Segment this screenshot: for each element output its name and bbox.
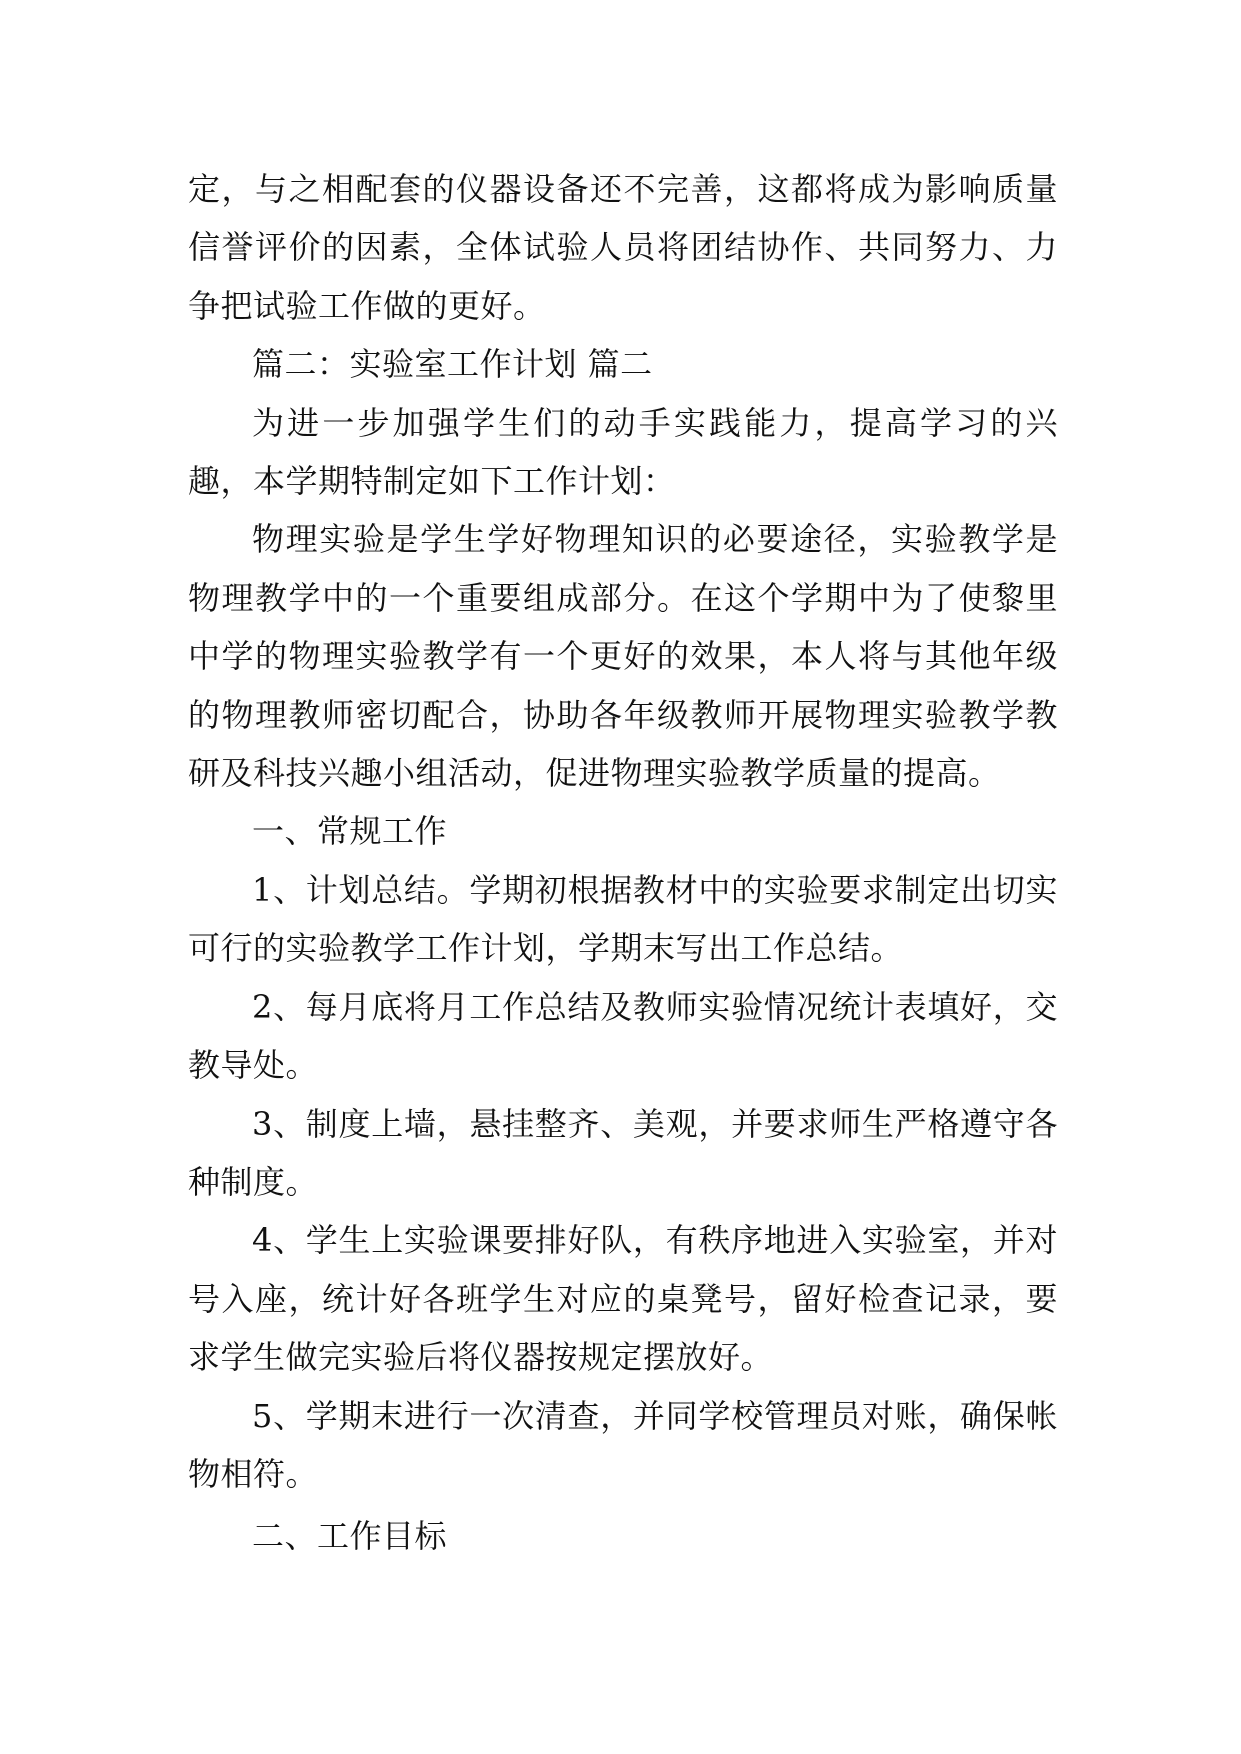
paragraph-physics-experiments: 物理实验是学生学好物理知识的必要途径，实验教学是物理教学中的一个重要组成部分。在这个学期中为了使黎里中学的物理实验教学有一个更好的效果，本人将与其他年级的物理教师密切配合，协助各年级教师开展物理实验教学教研及科技兴趣小组活动，促进物理实验教学质量的提高。 xyxy=(188,520,1058,793)
document-body xyxy=(188,160,1058,1566)
list-item-1: 1、计划总结。学期初根据教材中的实验要求制定出切实可行的实验教学工作计划，学期末写出工作总结。 xyxy=(188,870,1058,968)
list-item-5: 5、学期末进行一次清查，并同学校管理员对账，确保帐物相符。 xyxy=(188,1396,1058,1493)
paragraph-intro: 为进一步加强学生们的动手实践能力，提高学习的兴趣，本学期特制定如下工作计划： xyxy=(188,403,1058,501)
list-item-2: 2、每月底将月工作总结及教师实验情况统计表填好，交教导处。 xyxy=(188,987,1058,1085)
heading-routine-work: 一、常规工作 xyxy=(252,812,448,851)
list-item-4: 4、学生上实验课要排好队，有秩序地进入实验室，并对号入座，统计好各班学生对应的桌凳号，留好检查记录，要求学生做完实验后将仪器按规定摆放好。 xyxy=(188,1221,1058,1377)
heading-work-goals: 二、工作目标 xyxy=(252,1517,448,1556)
section-heading-part-two: 篇二：实验室工作计划 篇二 xyxy=(252,345,653,384)
paragraph-continuation: 定，与之相配套的仪器设备还不完善，这都将成为影响质量信誉评价的因素，全体试验人员将团结协作、共同努力、力争把试验工作做的更好。 xyxy=(188,170,1058,325)
list-item-3: 3、制度上墙，悬挂整齐、美观，并要求师生严格遵守各种制度。 xyxy=(188,1104,1058,1201)
